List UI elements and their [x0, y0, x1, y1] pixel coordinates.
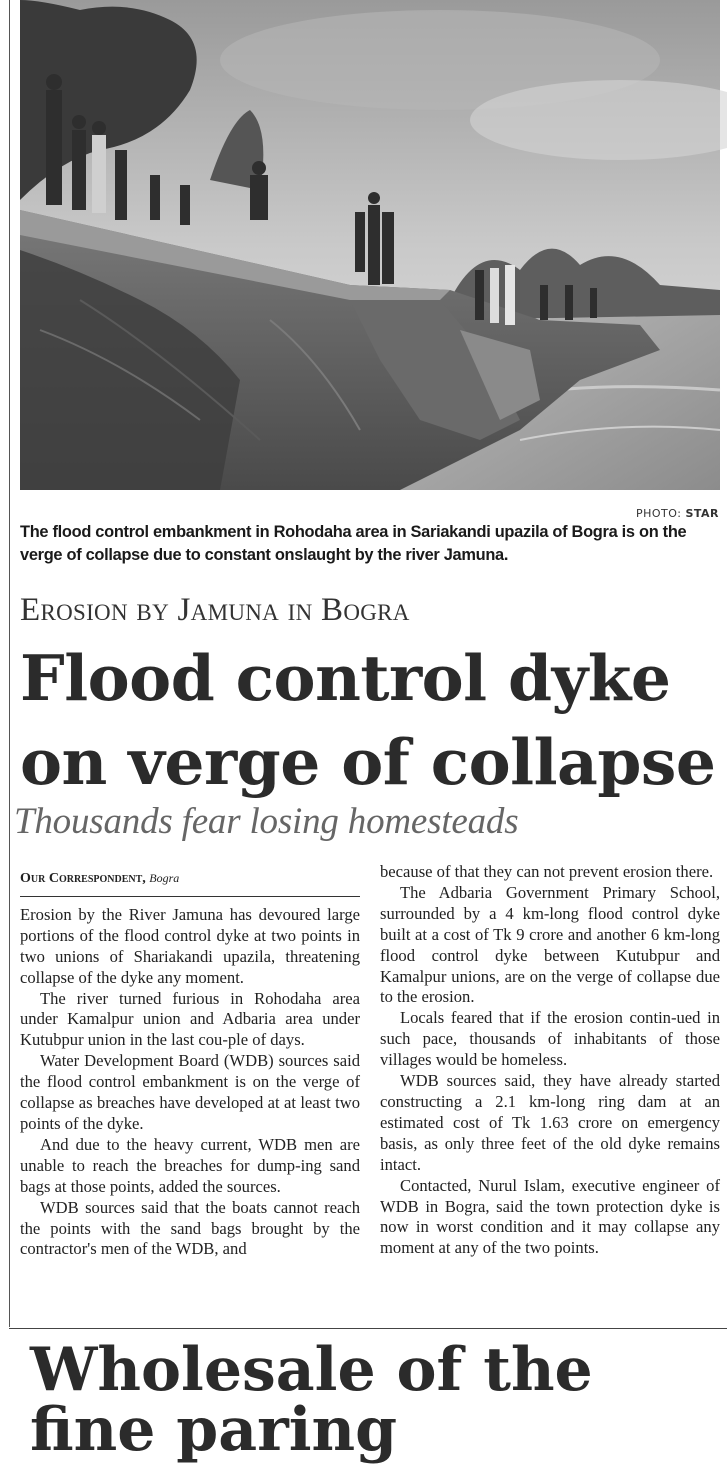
paragraph: Water Development Board (WDB) sources said the flood control embankment is on the verge of collapse as breaches have developed at at least two points of the dyke. [20, 1051, 360, 1133]
paragraph: Locals feared that if the erosion contin-ued in such pace, thousands of inhabitants of those villages would be homeless. [380, 1008, 720, 1070]
photo-caption: The flood control embankment in Rohodaha area in Sariakandi upazila of Bogra is on the verge of collapse due to constant onslaught by the river Jamuna. [20, 523, 687, 564]
paragraph: WDB sources said, they have already started constructing a 2.1 km-long ring dam at an estimated cost of Tk 1.63 crore on emergency basis, as only three feet of the old dyke remains intact. [380, 1071, 720, 1174]
byline [20, 868, 360, 897]
paragraph: WDB sources said that the boats cannot reach the points with the sand bags brought by the contractor's men of the WDB, and [20, 1197, 360, 1259]
paragraph: Contacted, Nurul Islam, executive engineer of WDB in Bogra, said the town protection dyke is now in worst condition and it may collapse any moment at any of the two points. [380, 1175, 720, 1258]
byline-author: Our Correspondent, [20, 871, 146, 886]
byline-place: Bogra [149, 871, 180, 885]
news-photo [20, 0, 720, 490]
paragraph: Erosion by the River Jamuna has devoured large portions of the flood control dyke at two points in two unions of Shariakandi upazila, threatening collapse of the dyke any moment. [20, 904, 360, 987]
article-kicker: Erosion by Jamuna in Bogra [20, 592, 410, 628]
paragraph: because of that they can not prevent erosion there. [380, 862, 714, 881]
paragraph: The Adbaria Government Primary School, surrounded by a 4 km-long flood control dyke built at a cost of Tk 9 crore and another 6 km-long flood control dyke between Kutubpur and Kamalpur unions, are on the verge of collapse due to the erosion. [380, 882, 720, 1007]
left-column-rule [9, 0, 10, 1327]
bottom-rule [9, 1328, 727, 1329]
article-column-left [20, 862, 360, 1260]
article-column-right [380, 862, 720, 1259]
photo-credit: PHOTO: STAR [635, 507, 719, 520]
article-headline: Flood control dyke on verge of collapse [20, 641, 716, 799]
next-article-headline: Wholesale of the fine paring [30, 1335, 593, 1465]
article-subhead: Thousands fear losing homesteads [14, 801, 519, 842]
paragraph: The river turned furious in Rohodaha area under Kamalpur union and Adbaria area under Kutubpur union in the last cou-ple of days. [20, 988, 360, 1050]
paragraph: And due to the heavy current, WDB men are unable to reach the breaches for dump-ing sand bags at those points, added the sources. [20, 1134, 360, 1196]
